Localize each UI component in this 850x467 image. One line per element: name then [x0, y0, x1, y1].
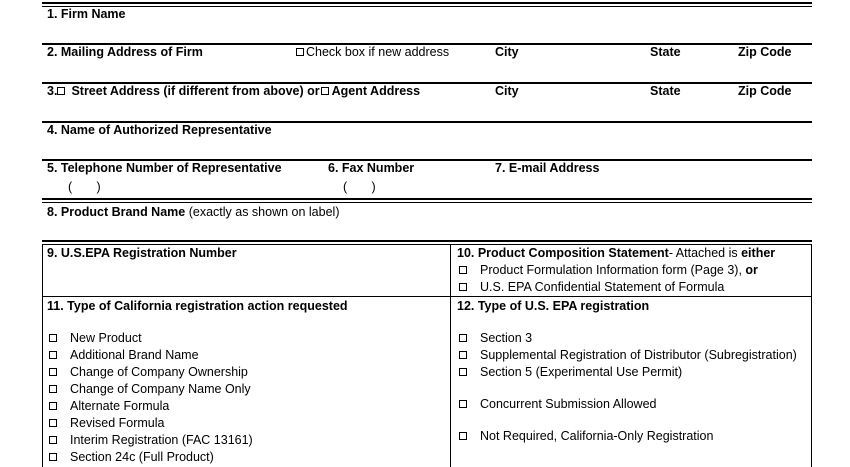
composition-statement-mid: - Attached is: [668, 246, 742, 260]
epa-option-not-required[interactable]: [459, 428, 713, 445]
street-address-label: Street Address (if different from above) or: [71, 84, 320, 98]
street-address-checkbox[interactable]: [57, 87, 65, 95]
product-brand-name-note: (exactly as shown on label): [185, 205, 340, 219]
checkbox-icon[interactable]: [459, 334, 467, 342]
box-right-border: [811, 244, 812, 467]
rule-row8-b: [42, 202, 812, 203]
epa-option-concurrent-label: Concurrent Submission Allowed: [480, 397, 657, 411]
box-center-divider: [450, 244, 451, 467]
epa-type-option[interactable]: [459, 347, 797, 364]
ca-action-option[interactable]: [49, 432, 253, 449]
composition-statement-label: [457, 246, 775, 261]
product-brand-name-bold: 8. Product Brand Name: [47, 205, 186, 219]
checkbox-icon[interactable]: [49, 436, 57, 444]
ca-action-option[interactable]: [49, 449, 214, 466]
checkbox-icon[interactable]: [49, 334, 57, 342]
ca-action-option-label: Change of Company Name Only: [70, 382, 251, 396]
checkbox-icon[interactable]: [459, 351, 467, 359]
rule-boxes-top-a: [42, 240, 812, 242]
epa-registration-number-label: 9. U.S.EPA Registration Number: [47, 246, 237, 260]
composition-option-formulation[interactable]: [459, 262, 758, 279]
agent-address-label: Agent Address: [331, 84, 421, 98]
row3-number: 3.: [47, 84, 58, 98]
ca-action-option-label: Revised Formula: [70, 416, 165, 430]
epa-type-option[interactable]: [459, 330, 532, 347]
checkbox-icon[interactable]: [49, 385, 57, 393]
composition-statement-either: either: [741, 246, 776, 260]
epa-type-option[interactable]: [459, 364, 682, 381]
checkbox-icon[interactable]: [459, 283, 467, 291]
ca-action-option[interactable]: [49, 364, 248, 381]
firm-name-label: 1. Firm Name: [47, 7, 126, 21]
checkbox-icon[interactable]: [49, 453, 57, 461]
epa-type-option-label: Supplemental Registration of Distributor (Subregistration): [480, 348, 797, 362]
authorized-rep-label: 4. Name of Authorized Representative: [47, 123, 272, 137]
epa-type-option-label: Section 5 (Experimental Use Permit): [480, 365, 683, 379]
top-double-rule-b: [42, 6, 812, 7]
composition-option-csf[interactable]: [459, 279, 724, 296]
telephone-area-code: ( ): [68, 180, 101, 194]
composition-option-or: or: [745, 263, 758, 277]
city-label-row2: City: [495, 45, 519, 59]
checkbox-icon[interactable]: [49, 402, 57, 410]
ca-action-option-label: Change of Company Ownership: [70, 365, 248, 379]
composition-option-formulation-label: Product Formulation Information form (Page 3),: [480, 263, 746, 277]
mailing-address-label: 2. Mailing Address of Firm: [47, 45, 203, 59]
state-label-row2: State: [650, 45, 681, 59]
ca-action-option[interactable]: [49, 330, 142, 347]
ca-registration-action-label: 11. Type of California registration action requested: [47, 299, 348, 313]
top-double-rule-a: [42, 2, 812, 4]
email-label: 7. E-mail Address: [495, 161, 600, 175]
ca-action-option-label: Interim Registration (FAC 13161): [70, 433, 253, 447]
epa-registration-type-label: 12. Type of U.S. EPA registration: [457, 299, 650, 313]
box-left-border: [42, 244, 43, 467]
epa-option-not-required-label: Not Required, California-Only Registration: [480, 429, 714, 443]
fax-label: 6. Fax Number: [328, 161, 415, 175]
checkbox-icon[interactable]: [459, 400, 467, 408]
ca-action-option[interactable]: [49, 415, 164, 432]
rule-row8-a: [42, 198, 812, 200]
zip-label-row2: Zip Code: [738, 45, 792, 59]
fax-area-code: ( ): [343, 180, 376, 194]
agent-address-checkbox[interactable]: [321, 87, 329, 95]
checkbox-icon[interactable]: [49, 368, 57, 376]
epa-option-concurrent[interactable]: [459, 396, 656, 413]
telephone-label: 5. Telephone Number of Representative: [47, 161, 282, 175]
street-address-row: [47, 84, 420, 99]
rule-boxes-top-b: [42, 244, 812, 245]
ca-action-option-label: Section 24c (Full Product): [70, 450, 214, 464]
ca-action-option-label: New Product: [70, 331, 142, 345]
new-address-label: Check box if new address: [306, 45, 450, 59]
checkbox-icon[interactable]: [49, 419, 57, 427]
ca-action-option-label: Additional Brand Name: [70, 348, 199, 362]
new-address-checkbox[interactable]: [296, 48, 304, 56]
product-brand-name-label: [47, 205, 339, 220]
composition-option-csf-label: U.S. EPA Confidential Statement of Formula: [480, 280, 725, 294]
ca-action-option[interactable]: [49, 381, 251, 398]
rule-box-middle: [42, 296, 812, 297]
ca-action-option[interactable]: [49, 398, 169, 415]
composition-statement-bold: 10. Product Composition Statement: [457, 246, 669, 260]
checkbox-icon[interactable]: [459, 368, 467, 376]
checkbox-icon[interactable]: [49, 351, 57, 359]
zip-label-row3: Zip Code: [738, 84, 792, 98]
epa-type-option-label: Section 3: [480, 331, 533, 345]
ca-action-option[interactable]: [49, 347, 199, 364]
checkbox-icon[interactable]: [459, 432, 467, 440]
ca-action-option-label: Alternate Formula: [70, 399, 170, 413]
city-label-row3: City: [495, 84, 519, 98]
checkbox-icon[interactable]: [459, 266, 467, 274]
state-label-row3: State: [650, 84, 681, 98]
new-address-checkbox-row[interactable]: [296, 45, 449, 60]
